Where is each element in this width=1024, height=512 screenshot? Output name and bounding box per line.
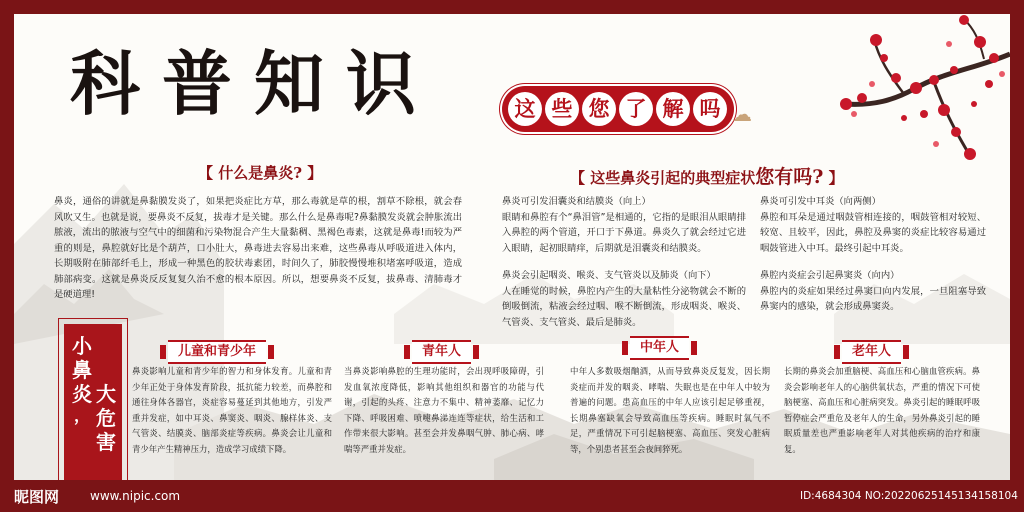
- age-text-youth: 当鼻炎影响鼻腔的生理功能时，会出现呼吸障碍，引发血氧浓度降低，影响其他组织和器官的功能与代谢，引起的头疼、注意力不集中、精神萎靡、记忆力下降、呼吸困难、喷嚏鼻涕连连等症状，给生活和工作带来很大影响。甚至会并发鼻咽气肿、肺心病、哮喘等严重并发症。: [344, 366, 544, 454]
- symptom-sinus: 鼻腔内炎症会引起鼻窦炎（向内） 鼻腔内的炎症如果经过鼻窦口向内发展，一旦阻塞导致鼻窦内的感染，就会形成鼻窦炎。: [760, 270, 986, 312]
- banner-comma: ，: [73, 406, 90, 425]
- section-title-symptoms: 【 这些鼻炎引起的典型症状您有吗? 】: [570, 166, 844, 188]
- pill-char: 了: [619, 92, 653, 126]
- pill-char: 吗: [693, 92, 727, 126]
- pill-char: 些: [545, 92, 579, 126]
- intro-paragraph: 鼻炎，通俗的讲就是鼻黏膜发炎了，如果把炎症比方草，那么毒就是草的根，割草不除根，就会春风吹又生。也就是说，要鼻炎不反复，拔毒才是关键。那么什么是鼻毒呢?鼻黏膜发炎就会肿胀流出脓液，流出的脓液与空气中的细菌和污染物混合产生大量黏稠、黑褐色毒素，这就是鼻毒!而较为严重的则是，鼻腔就好比是个葫芦，口小肚大，鼻毒进去容易出来难，这些鼻毒从呼吸道进入体内，长期吸附在肺部纤毛上，形成一种黑色的胶状毒素团，时间久了，肺胶慢慢堆积堵塞呼吸道，造成肺部病变。这就是鼻炎反反复复久治不愈的根本原因。所以，想要鼻炎不反复，拔鼻毒、清肺毒才是硬道理!: [54, 196, 462, 300]
- symptom-ear: 鼻炎可引发中耳炎（向两侧） 鼻腔和耳朵是通过咽鼓管相连接的，咽鼓管相对较短、较宽、且较平，因此，鼻腔及鼻窦的炎症比较容易通过咽鼓管进入中耳。最终引起中耳炎。: [760, 196, 986, 254]
- age-badge-children: 儿童和青少年: [168, 340, 266, 364]
- section-title-what-is-rhinitis: 【 什么是鼻炎? 】: [198, 164, 323, 182]
- symptom-eye: 鼻炎可引发泪囊炎和结膜炎（向上） 眼睛和鼻腔有个“鼻泪管”是相通的，它指的是眼泪从眼睛排入鼻腔的两个管道，开口于下鼻道。鼻炎久了就会经过它进入眼睛，起初眼睛痒，后期就是泪囊炎和结膜炎。: [502, 196, 746, 254]
- age-badge-middle-aged: 中年人: [630, 336, 689, 360]
- pill-char: 解: [656, 92, 690, 126]
- plum-blossom-branch-icon: [784, 14, 1010, 184]
- age-badge-elderly: 老年人: [842, 340, 901, 364]
- headline-pill: [502, 86, 734, 132]
- pill-char: 这: [508, 92, 542, 126]
- watermark-url: www.nipic.com: [90, 489, 181, 503]
- watermark-id: ID:4684304 NO:20220625145134158104: [800, 490, 1018, 502]
- section-title-text: 这些鼻炎引起的典型症状: [590, 169, 756, 187]
- section-title-text: 什么是鼻炎?: [218, 164, 303, 182]
- age-text-elderly: 长期的鼻炎会加重脑梗、高血压和心脑血管疾病。鼻炎会影响老年人的心脑供氧状态，严重的情况下可使脑梗塞、高血压和心脏病突发。鼻炎引起的睡眠呼吸暂停症会严重危及老年人的生命，另外鼻炎引起的睡眠质量差也严重影响老年人对其他疾病的治疗和康复。: [784, 366, 980, 454]
- pill-char: 您: [582, 92, 616, 126]
- banner-col-2: 大危害: [96, 382, 116, 454]
- section-title-emphasis: 您有吗?: [755, 166, 824, 188]
- watermark-logo: 昵图网: [14, 488, 60, 506]
- banner-col-1: 小鼻炎: [72, 334, 92, 406]
- age-text-children: 鼻炎影响儿童和青少年的智力和身体发育。儿童和青少年正处于身体发育阶段，抵抗能力较差，而鼻腔和通往身体各器官，炎症容易蔓延到其他地方，引发严重并发症，如中耳炎、鼻窦炎、咽炎、腺样体炎、支气管炎、结膜炎、脑部炎症等疾病。鼻炎会让儿童和青少年产生精神压力，造成学习成绩下降。: [132, 366, 332, 454]
- age-badge-youth: 青年人: [412, 340, 471, 364]
- page-title: 科普知识: [70, 42, 438, 125]
- warning-banner: [64, 324, 122, 480]
- auspicious-cloud-icon: ☁: [732, 102, 752, 126]
- poster-panel: [14, 14, 1010, 480]
- symptom-throat: 鼻炎会引起咽炎、喉炎、支气管炎以及肺炎（向下） 人在睡觉的时候，鼻腔内产生的大量粘性分泌物就会不断的倒吸倒流，粘液会经过咽、喉不断倒流，形成咽炎、喉炎、气管炎、支气管炎、最后是肺炎。: [502, 270, 746, 328]
- age-text-middle-aged: 中年人多数吸烟酗酒，从而导致鼻炎反复发，因长期炎症而并发的咽炎、哮喘、失眠也是在中年人中较为普遍的问题。患高血压的中年人应该引起足够重视，长期鼻塞缺氧会导致高血压等疾病。睡眠时氧气不足，严重情况下可引起脑梗塞、高血压、突发心脏病等，个别患者甚至会夜间猝死。: [570, 366, 770, 454]
